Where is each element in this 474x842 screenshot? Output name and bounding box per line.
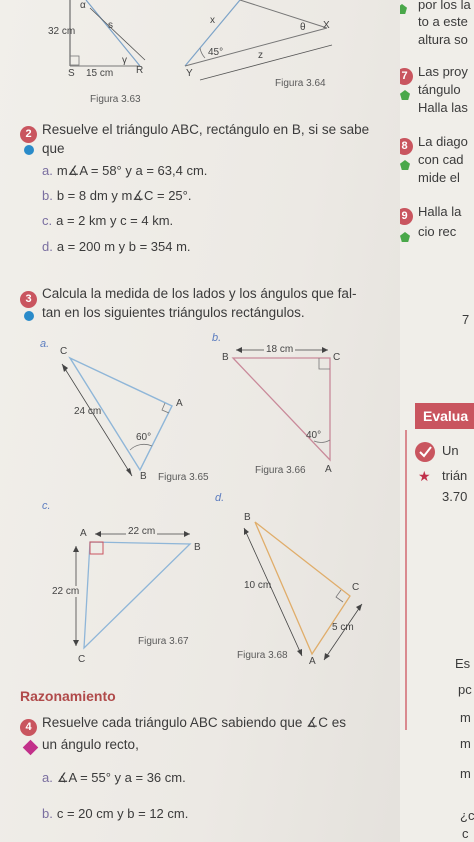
tri-c-top-side: 22 cm [128,526,156,537]
tri-c-left-side: 22 cm [52,586,80,597]
q2-text-line1: Resuelve el triángulo ABC, rectángulo en B, si se sabe [42,122,370,137]
fig365-caption: Figura 3.65 [158,472,209,483]
razonamiento-heading: Razonamiento [20,688,116,704]
q8-line-3: mide el [418,170,460,185]
fig363-15cm: 15 cm [86,68,114,79]
tri-d-letter: d. [215,492,225,504]
q8-number-badge: 8 [400,136,413,155]
right-bottom-2: pc [458,682,472,697]
tri-a-B: B [140,471,147,482]
tri-b-letter: b. [212,332,222,344]
q7-line-1: Las proy [418,64,468,79]
tri-c-letter: c. [42,500,51,512]
q3-text-line1: Calcula la medida de los lados y los ángulos que fal- [42,286,357,301]
tri-b-C: C [333,352,341,363]
q2-item-c: c. a = 2 km y c = 4 km. [42,213,174,228]
fig364-caption: Figura 3.64 [275,78,326,89]
evaluation-header: Evalua [415,403,474,429]
fig364-theta: θ [300,22,306,33]
fig366-caption: Figura 3.66 [255,465,306,476]
q3-text-line2: tan en los siguientes triángulos rectángulos. [42,305,305,320]
fig367-caption: Figura 3.67 [138,636,189,647]
right-line-2: to a este [418,14,468,29]
tri-a-A: A [176,398,183,409]
right-bottom-6: ¿c [460,808,474,823]
tri-b-A: A [325,464,332,475]
fig363-caption: Figura 3.63 [90,94,141,105]
tri-b-side: 18 cm [266,344,294,355]
tri-d-A: A [309,656,316,667]
fig363-alpha: α [80,0,86,11]
q8-line-1: La diago [418,134,468,149]
fig364-z: z [258,50,263,61]
tri-d-C: C [352,582,360,593]
q9-number-badge: 9 [400,206,413,225]
fig363-gamma: γ [122,55,127,66]
tri-a-angle: 60° [136,432,152,443]
q2-text-line2: que [42,141,65,156]
eval-line-2: trián [442,468,468,483]
tri-d-left-side: 10 cm [244,580,272,591]
tri-b-B: B [222,352,229,363]
right-bottom-3: m [460,710,471,725]
right-bottom-7: c [462,826,469,841]
q2-item-d: d. a = 200 m y b = 354 m. [42,239,191,254]
right-bottom-1: Es [455,656,471,671]
fig364-X: X [323,20,330,31]
q4-text-line2: un ángulo recto, [42,737,139,752]
right-bottom-5: m [460,766,471,781]
q9-line-2: cio rec [418,224,457,239]
q4-text-line1: Resuelve cada triángulo ABC sabiendo que ∡C es [42,715,347,730]
q8-line-2: con cad [418,152,464,167]
eval-line-3: 3.70 [442,489,468,504]
tri-c-B: B [194,542,201,553]
tri-d-right-side: 5 cm [332,622,354,633]
q3-number-badge: 3 [20,289,37,308]
q7-line-3: Halla las [418,100,468,115]
fig368-caption: Figura 3.68 [237,650,288,661]
eval-line-1: Un [442,443,459,458]
fig364-45: 45° [208,47,224,58]
fig363-S: S [68,68,75,79]
q4-number-badge: 4 [20,717,37,736]
right-line-1: por los la [418,0,471,12]
tri-a-side: 24 cm [74,406,102,417]
q2-item-b: b. b = 8 dm y m∡C = 25°. [42,188,192,203]
q2-item-a: a. m∡A = 58° y a = 63,4 cm. [42,163,208,178]
page-number: 7 [462,312,470,327]
q9-line-1: Halla la [418,204,462,219]
tri-b-angle: 40° [306,430,322,441]
fig364-Y: Y [186,68,193,79]
q7-number-badge: 7 [400,66,413,85]
star-icon: ★ [418,468,431,484]
tri-a-letter: a. [40,338,50,350]
tri-c-C: C [78,654,86,665]
tri-a-C: C [60,346,68,357]
fig363-R: R [136,65,144,76]
tri-d-B: B [244,512,251,523]
q2-number-badge: 2 [20,124,37,143]
tri-c-A: A [80,528,87,539]
fig363-s: s [108,20,113,31]
right-line-3: altura so [418,32,468,47]
q7-line-2: tángulo [418,82,461,97]
fig363-32cm: 32 cm [48,26,76,37]
q4-item-a: a. ∡A = 55° y a = 36 cm. [42,770,186,785]
right-bottom-4: m [460,736,471,751]
q4-item-b: b. c = 20 cm y b = 12 cm. [42,806,189,821]
fig364-x: x [210,15,215,26]
